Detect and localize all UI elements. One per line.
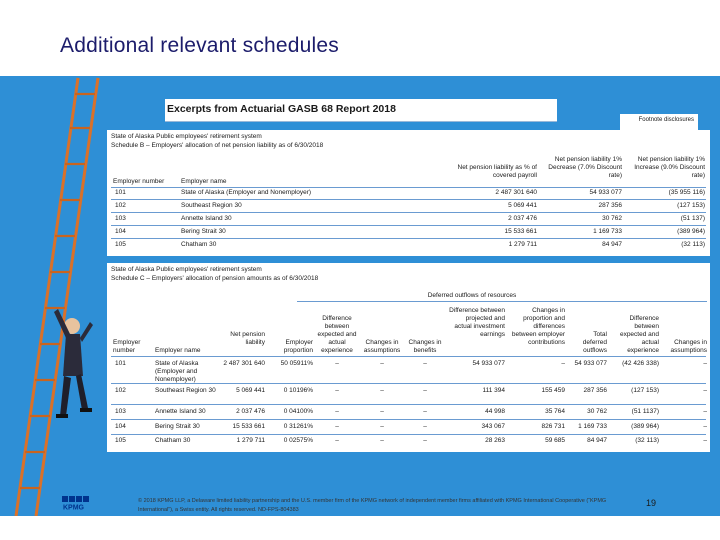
row-number: 103 <box>115 215 126 222</box>
col-increase: Net pension liability 1% Increase (9.0% Discount rate) <box>634 156 705 179</box>
row-name: Bering Strait 30 <box>155 423 200 430</box>
col-employer-number: Employer number <box>113 339 141 354</box>
row-d2: – <box>380 387 384 394</box>
col-employer-number: Employer number <box>113 178 165 185</box>
row-d1: – <box>335 408 339 415</box>
row-d5: – <box>561 360 565 367</box>
row-proportion: 0 02575% <box>283 437 313 444</box>
row-d2: – <box>380 423 384 430</box>
row-d4: 111 394 <box>482 387 505 394</box>
row-d5: 59 685 <box>545 437 565 444</box>
col-changes-proportion: Changes in proportion and differences between employer contributions <box>511 307 565 346</box>
row-d8: – <box>703 408 707 415</box>
col-diff-expected-actual: Difference between expected and actual experience <box>317 315 357 354</box>
row-value-c: (35 955 116) <box>668 189 705 196</box>
row-proportion: 0 04100% <box>283 408 313 415</box>
row-d3: – <box>423 437 427 444</box>
row-d4: 44 998 <box>485 408 505 415</box>
row-value-c: (32 113) <box>681 241 705 248</box>
row-d1: – <box>335 360 339 367</box>
row-d6: 287 356 <box>583 387 607 394</box>
row-npl: 2 037 476 <box>236 408 265 415</box>
row-number: 101 <box>115 189 126 196</box>
row-d2: – <box>380 408 384 415</box>
row-number: 104 <box>115 423 126 430</box>
row-name: Southeast Region 30 <box>155 387 216 394</box>
row-value-b: 84 947 <box>602 241 622 248</box>
row-d3: – <box>423 423 427 430</box>
schedule-c-line2: Schedule C – Employers' allocation of pension amounts as of 6/30/2018 <box>111 275 319 282</box>
col-total-deferred: Total deferred outflows <box>582 331 607 354</box>
row-value-a: 2 487 301 640 <box>495 189 537 196</box>
row-d7: (42 426 338) <box>622 360 659 367</box>
row-proportion: 0 10196% <box>283 387 313 394</box>
row-number: 101 <box>115 360 126 367</box>
col-changes-assumptions: Changes in assumptions <box>363 339 401 354</box>
row-d8: – <box>703 423 707 430</box>
page-title: Additional relevant schedules <box>60 34 339 57</box>
row-npl: 15 533 661 <box>232 423 265 430</box>
row-name: Annette Island 30 <box>155 408 206 415</box>
row-value-b: 1 169 733 <box>593 228 622 235</box>
col-changes-benefits: Changes in benefits <box>408 339 442 354</box>
row-name: Southeast Region 30 <box>181 202 242 209</box>
row-value-b: 287 356 <box>598 202 622 209</box>
svg-text:KPMG: KPMG <box>63 504 84 510</box>
row-d3: – <box>423 408 427 415</box>
climber-figure <box>54 309 93 418</box>
row-d2: – <box>380 360 384 367</box>
col-employer-proportion: Employer proportion <box>283 339 313 354</box>
schedule-b-panel <box>107 130 710 256</box>
row-value-a: 5 069 441 <box>508 202 537 209</box>
col-diff-projected-actual: Difference between projected and actual investment earnings <box>449 307 505 338</box>
row-npl: 5 069 441 <box>236 387 265 394</box>
row-name: Chatham 30 <box>155 437 191 444</box>
row-number: 103 <box>115 408 126 415</box>
row-d8: – <box>703 360 707 367</box>
row-number: 102 <box>115 387 126 394</box>
footer-copyright: © 2018 KPMG LLP, a Delaware limited liability partnership and the U.S. member firm of the KPMG network of independent member firms affiliated with KPMG International Cooperative (“KPMG International”), a Swiss entity. All rights reserved. ND-FPS-804383 <box>138 498 607 513</box>
row-d6: 84 947 <box>587 437 607 444</box>
row-d4: 54 933 077 <box>472 360 505 367</box>
schedule-b-line2: Schedule B – Employers' allocation of net pension liability as of 6/30/2018 <box>111 142 324 149</box>
report-title: Excerpts from Actuarial GASB 68 Report 2018 <box>167 103 396 115</box>
row-number: 102 <box>115 202 126 209</box>
row-d4: 343 067 <box>481 423 505 430</box>
row-proportion: 50 05911% <box>280 360 313 367</box>
row-d7: (51 1137) <box>631 408 659 415</box>
row-d3: – <box>423 387 427 394</box>
row-d8: – <box>703 387 707 394</box>
row-value-a: 2 037 476 <box>508 215 537 222</box>
row-number: 105 <box>115 437 126 444</box>
row-name: State of Alaska (Employer and Nonemployer) <box>181 189 312 196</box>
row-value-b: 30 762 <box>602 215 622 222</box>
row-d8: – <box>703 437 707 444</box>
row-value-a: 1 279 711 <box>508 241 537 248</box>
row-number: 104 <box>115 228 126 235</box>
row-d2: – <box>380 437 384 444</box>
row-npl: 2 487 301 640 <box>223 360 265 367</box>
row-d6: 1 169 733 <box>578 423 607 430</box>
row-d6: 30 762 <box>587 408 607 415</box>
row-name: Chatham 30 <box>181 241 217 248</box>
schedule-c-line1: State of Alaska Public employees' retirement system <box>111 266 262 273</box>
row-d5: 35 764 <box>545 408 565 415</box>
row-value-c: (389 964) <box>677 228 705 235</box>
page-number: 19 <box>646 498 657 508</box>
col-employer-name: Employer name <box>181 178 227 185</box>
row-value-b: 54 933 077 <box>589 189 622 196</box>
footnote-label: Footnote disclosures <box>620 114 698 134</box>
col-changes-assumptions-2: Changes in assumptions <box>670 339 707 354</box>
group-header-deferred: Deferred outflows of resources <box>427 292 517 299</box>
schedule-b-line1: State of Alaska Public employees' retirement system <box>111 133 262 140</box>
row-d7: (389 964) <box>631 423 659 430</box>
row-proportion: 0 31261% <box>283 423 313 430</box>
row-d5: 826 731 <box>541 423 565 430</box>
col-employer-name: Employer name <box>155 347 201 354</box>
row-value-c: (127 153) <box>677 202 705 209</box>
row-npl: 1 279 711 <box>236 437 265 444</box>
row-name: State of Alaska (Employer and Nonemployer) <box>155 360 199 383</box>
row-d1: – <box>335 387 339 394</box>
kpmg-logo <box>62 496 90 510</box>
col-decrease: Net pension liability 1% Decrease (7.0% Discount rate) <box>548 156 622 179</box>
col-diff-expected-actual-2: Difference between expected and actual experience <box>619 315 659 354</box>
row-d7: (32 113) <box>635 437 659 444</box>
row-d1: – <box>335 423 339 430</box>
row-d3: – <box>423 360 427 367</box>
row-d7: (127 153) <box>631 387 659 394</box>
row-d6: 54 933 077 <box>574 360 607 367</box>
ladder-illustration <box>0 76 110 516</box>
row-d4: 28 263 <box>485 437 505 444</box>
row-number: 105 <box>115 241 126 248</box>
row-d1: – <box>335 437 339 444</box>
row-d5: 155 459 <box>541 387 565 394</box>
row-name: Annette Island 30 <box>181 215 232 222</box>
col-nrl-pct: Net pension liability as % of covered payroll <box>457 164 537 179</box>
row-value-a: 15 533 661 <box>504 228 537 235</box>
schedule-c-panel <box>107 263 710 452</box>
row-value-c: (51 137) <box>680 215 705 222</box>
col-net-pension-liability: Net pension liability <box>230 331 265 346</box>
row-name: Bering Strait 30 <box>181 228 226 235</box>
